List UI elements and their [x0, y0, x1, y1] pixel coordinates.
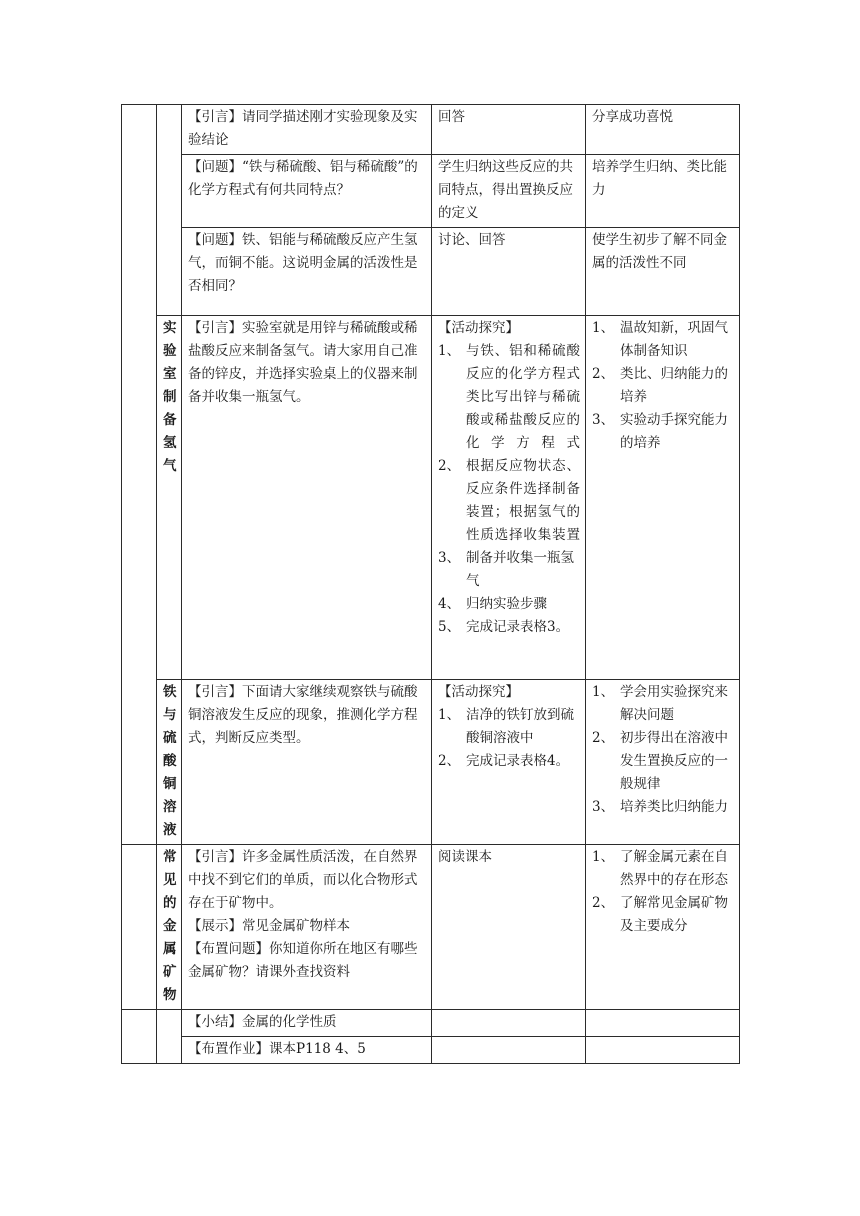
section-label-char: 氢	[163, 435, 177, 451]
student-activity-cell: 学生归纳这些反应的共同特点，得出置换反应的定义	[432, 155, 586, 228]
section-label-char: 验	[163, 343, 177, 359]
section-label-char: 常	[163, 849, 177, 865]
student-activity-cell: 阅读课本	[432, 845, 586, 1010]
section-label-cell	[157, 680, 182, 845]
list-item: 3、 实验动手探究能力的培养	[592, 412, 728, 451]
list-item: 1、 学会用实验探究来解决问题	[592, 684, 728, 723]
section-label-char: 属	[163, 941, 177, 957]
section-label-char: 的	[163, 895, 177, 911]
activity-heading: 【活动探究】	[438, 320, 519, 336]
section-label-char: 气	[163, 458, 177, 474]
section-cell	[122, 1010, 157, 1064]
design-intent-cell	[586, 1037, 740, 1064]
design-intent-cell	[586, 845, 740, 1010]
student-activity-cell	[432, 1037, 586, 1064]
list-item: 2、 完成记录表格4。	[438, 753, 570, 769]
list-item: 5、 完成记录表格3。	[438, 619, 570, 635]
section-label-char: 金	[163, 918, 177, 934]
section-label-char: 溶	[163, 799, 177, 815]
section-label-cell	[157, 1010, 182, 1064]
table-row	[122, 680, 740, 845]
lesson-plan-table	[121, 104, 740, 1064]
section-label-cell	[157, 845, 182, 1010]
teacher-activity-line: 【引言】许多金属性质活泼，在自然界中找不到它们的单质，而以化合物形式存在于矿物中。	[188, 849, 418, 911]
table-row	[122, 316, 740, 680]
student-activity-cell	[432, 680, 586, 845]
table-row	[122, 155, 740, 228]
table-row	[122, 845, 740, 1010]
design-intent-cell	[586, 680, 740, 845]
section-label-char: 物	[163, 987, 177, 1003]
section-label-char: 铁	[163, 684, 177, 700]
section-label-char: 实	[163, 320, 177, 336]
teacher-activity-cell	[182, 845, 432, 1010]
list-item: 3、 培养类比归纳能力	[592, 799, 728, 815]
student-activity-cell: 讨论、回答	[432, 228, 586, 316]
section-label-char: 制	[163, 389, 177, 405]
list-item: 1、 了解金属元素在自然界中的存在形态	[592, 849, 728, 888]
section-label-cell	[157, 105, 182, 316]
list-item: 1、 温故知新，巩固气体制备知识	[592, 320, 728, 359]
activity-heading: 【活动探究】	[438, 684, 519, 700]
table-row	[122, 228, 740, 316]
section-label-char: 与	[163, 707, 177, 723]
design-intent-cell: 培养学生归纳、类比能力	[586, 155, 740, 228]
student-activity-cell	[432, 316, 586, 680]
student-activity-cell	[432, 1010, 586, 1037]
teacher-activity-line: 【布置问题】你知道你所在地区有哪些金属矿物？请课外查找资料	[188, 941, 418, 980]
list-item: 2、 初步得出在溶液中发生置换反应的一般规律	[592, 730, 728, 792]
section-label-char: 液	[163, 822, 177, 838]
teacher-activity-cell: 【问题】“铁与稀硫酸、铝与稀硫酸”的化学方程式有何共同特点？	[182, 155, 432, 228]
section-cell	[122, 845, 157, 1010]
design-intent-cell: 分享成功喜悦	[586, 105, 740, 155]
section-label-char: 备	[163, 412, 177, 428]
design-intent-cell	[586, 1010, 740, 1037]
list-item: 1、 与铁、铝和稀硫酸反应的化学方程式类比写出锌与稀硫酸或稀盐酸反应的化学方程式	[438, 343, 580, 451]
section-label-cell	[157, 316, 182, 680]
design-intent-cell	[586, 316, 740, 680]
teacher-activity-cell: 【小结】金属的化学性质	[182, 1010, 432, 1037]
list-item: 3、 制备并收集一瓶氢气	[438, 550, 574, 589]
teacher-activity-cell: 【引言】实验室就是用锌与稀硫酸或稀盐酸反应来制备氢气。请大家用自己准备的锌皮，并选择实验桌上的仪器来制备并收集一瓶氢气。	[182, 316, 432, 680]
teacher-activity-cell: 【引言】请同学描述刚才实验现象及实验结论	[182, 105, 432, 155]
section-label-char: 见	[163, 872, 177, 888]
student-activity-cell: 回答	[432, 105, 586, 155]
section-cell	[122, 105, 157, 845]
teacher-activity-cell: 【引言】下面请大家继续观察铁与硫酸铜溶液发生反应的现象，推测化学方程式，判断反应类型。	[182, 680, 432, 845]
list-item: 2、 类比、归纳能力的培养	[592, 366, 728, 405]
section-label-char: 铜	[163, 776, 177, 792]
list-item: 1、 洁净的铁钉放到硫酸铜溶液中	[438, 707, 574, 746]
table-row	[122, 105, 740, 155]
section-label-char: 酸	[163, 753, 177, 769]
teacher-activity-line: 【展示】常见金属矿物样本	[188, 918, 350, 934]
section-label-char: 矿	[163, 964, 177, 980]
list-item: 4、 归纳实验步骤	[438, 596, 547, 612]
list-item: 2、 根据反应物状态、反应条件选择制备装置；根据氢气的性质选择收集装置	[438, 458, 580, 543]
table-row	[122, 1010, 740, 1037]
teacher-activity-cell: 【布置作业】课本P118 4、5	[182, 1037, 432, 1064]
section-label-char: 室	[163, 366, 177, 382]
table-row	[122, 1037, 740, 1064]
list-item: 2、 了解常见金属矿物及主要成分	[592, 895, 728, 934]
teacher-activity-cell: 【问题】铁、铝能与稀硫酸反应产生氢气，而铜不能。这说明金属的活泼性是否相同？	[182, 228, 432, 316]
design-intent-cell: 使学生初步了解不同金属的活泼性不同	[586, 228, 740, 316]
section-label-char: 硫	[163, 730, 177, 746]
